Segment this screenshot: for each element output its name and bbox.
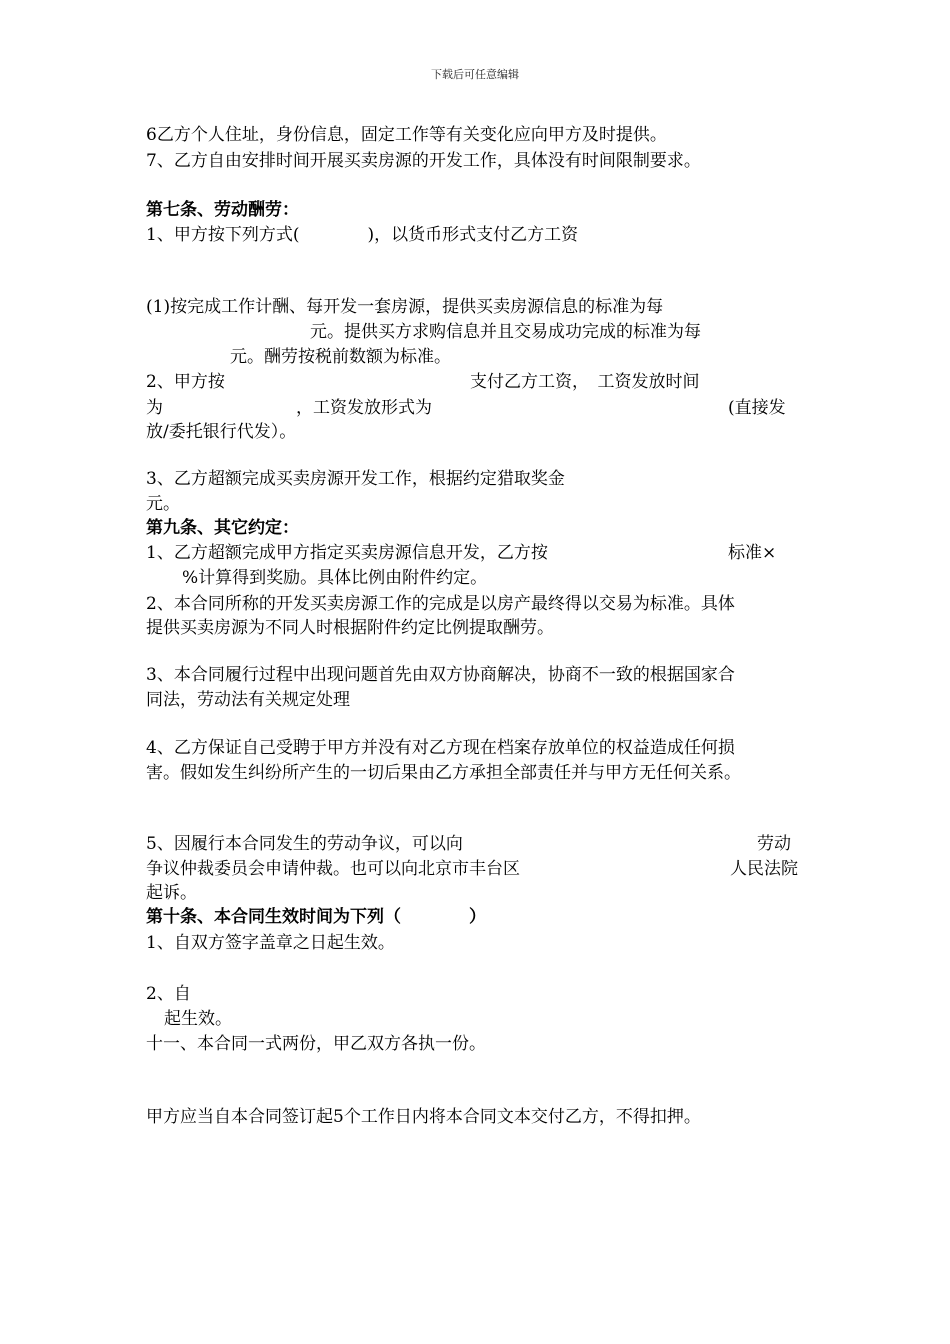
clause-6: 6乙方个人住址，身份信息，固定工作等有关变化应向甲方及时提供。 [146, 125, 667, 145]
article-9-item-5a-right: 劳动 [757, 834, 791, 854]
article-7-item-1-1b: 元。提供买方求购信息并且交易成功完成的标准为每 [310, 322, 701, 342]
article-9-title: 第九条、其它约定： [146, 518, 299, 538]
article-7-item-2b-right: (直接发 [728, 398, 786, 418]
article-7-item-1-1c: 元。酬劳按税前数额为标准。 [230, 347, 451, 367]
article-9-item-4a: 4、乙方保证自己受聘于甲方并没有对乙方现在档案存放单位的权益造成任何损 [146, 738, 735, 758]
article-9-item-5a-left: 5、因履行本合同发生的劳动争议，可以向 [146, 834, 463, 854]
article-11: 十一、本合同一式两份，甲乙双方各执一份。 [146, 1034, 486, 1054]
article-10-item-2a: 2、自 [146, 984, 191, 1004]
article-9-item-3b: 同法，劳动法有关规定处理 [146, 690, 350, 710]
article-10-item-2b: 起生效。 [164, 1009, 232, 1029]
article-9-item-2b: 提供买卖房源为不同人时根据附件约定比例提取酬劳。 [146, 618, 554, 638]
article-7-item-2c: 放/委托银行代发）。 [146, 422, 297, 442]
article-7-item-1: 1、甲方按下列方式( )，以货币形式支付乙方工资 [146, 225, 579, 245]
article-9-item-2a: 2、本合同所称的开发买卖房源工作的完成是以房产最终得以交易为标准。具体 [146, 594, 735, 614]
article-7-item-2a-left: 2、甲方按 [146, 372, 225, 392]
article-9-item-5b-right: 人民法院 [730, 859, 798, 879]
article-9-item-1a-right: 标准× [728, 543, 777, 563]
article-7-item-1-1a: (1)按完成工作计酬、每开发一套房源，提供买卖房源信息的标准为每 [146, 297, 664, 317]
article-9-item-1b: %计算得到奖励。具体比例由附件约定。 [182, 568, 488, 588]
page-header: 下载后可任意编辑 [431, 68, 519, 81]
article-7-item-3a: 3、乙方超额完成买卖房源开发工作，根据约定猎取奖金 [146, 469, 565, 489]
article-9-item-1a-left: 1、乙方超额完成甲方指定买卖房源信息开发，乙方按 [146, 543, 548, 563]
article-9-item-5c: 起诉。 [146, 883, 197, 903]
article-10-title: 第十条、本合同生效时间为下列（ ） [146, 907, 486, 927]
article-10-item-1: 1、自双方签字盖章之日起生效。 [146, 933, 395, 953]
final-clause: 甲方应当自本合同签订起5个工作日内将本合同文本交付乙方，不得扣押。 [146, 1107, 701, 1127]
article-7-title: 第七条、劳动酬劳： [146, 200, 299, 220]
article-7-item-2a-right: 支付乙方工资， 工资发放时间 [470, 372, 700, 392]
clause-7: 7、乙方自由安排时间开展买卖房源的开发工作，具体没有时间限制要求。 [146, 151, 701, 171]
article-7-item-2b-left: 为 [146, 398, 163, 418]
article-9-item-5b-left: 争议仲裁委员会申请仲裁。也可以向北京市丰台区 [146, 859, 520, 879]
article-9-item-3a: 3、本合同履行过程中出现问题首先由双方协商解决，协商不一致的根据国家合 [146, 665, 735, 685]
article-7-item-2b-mid: ，工资发放形式为 [296, 398, 432, 418]
article-7-item-3b: 元。 [146, 494, 180, 514]
article-9-item-4b: 害。假如发生纠纷所产生的一切后果由乙方承担全部责任并与甲方无任何关系。 [146, 763, 741, 783]
